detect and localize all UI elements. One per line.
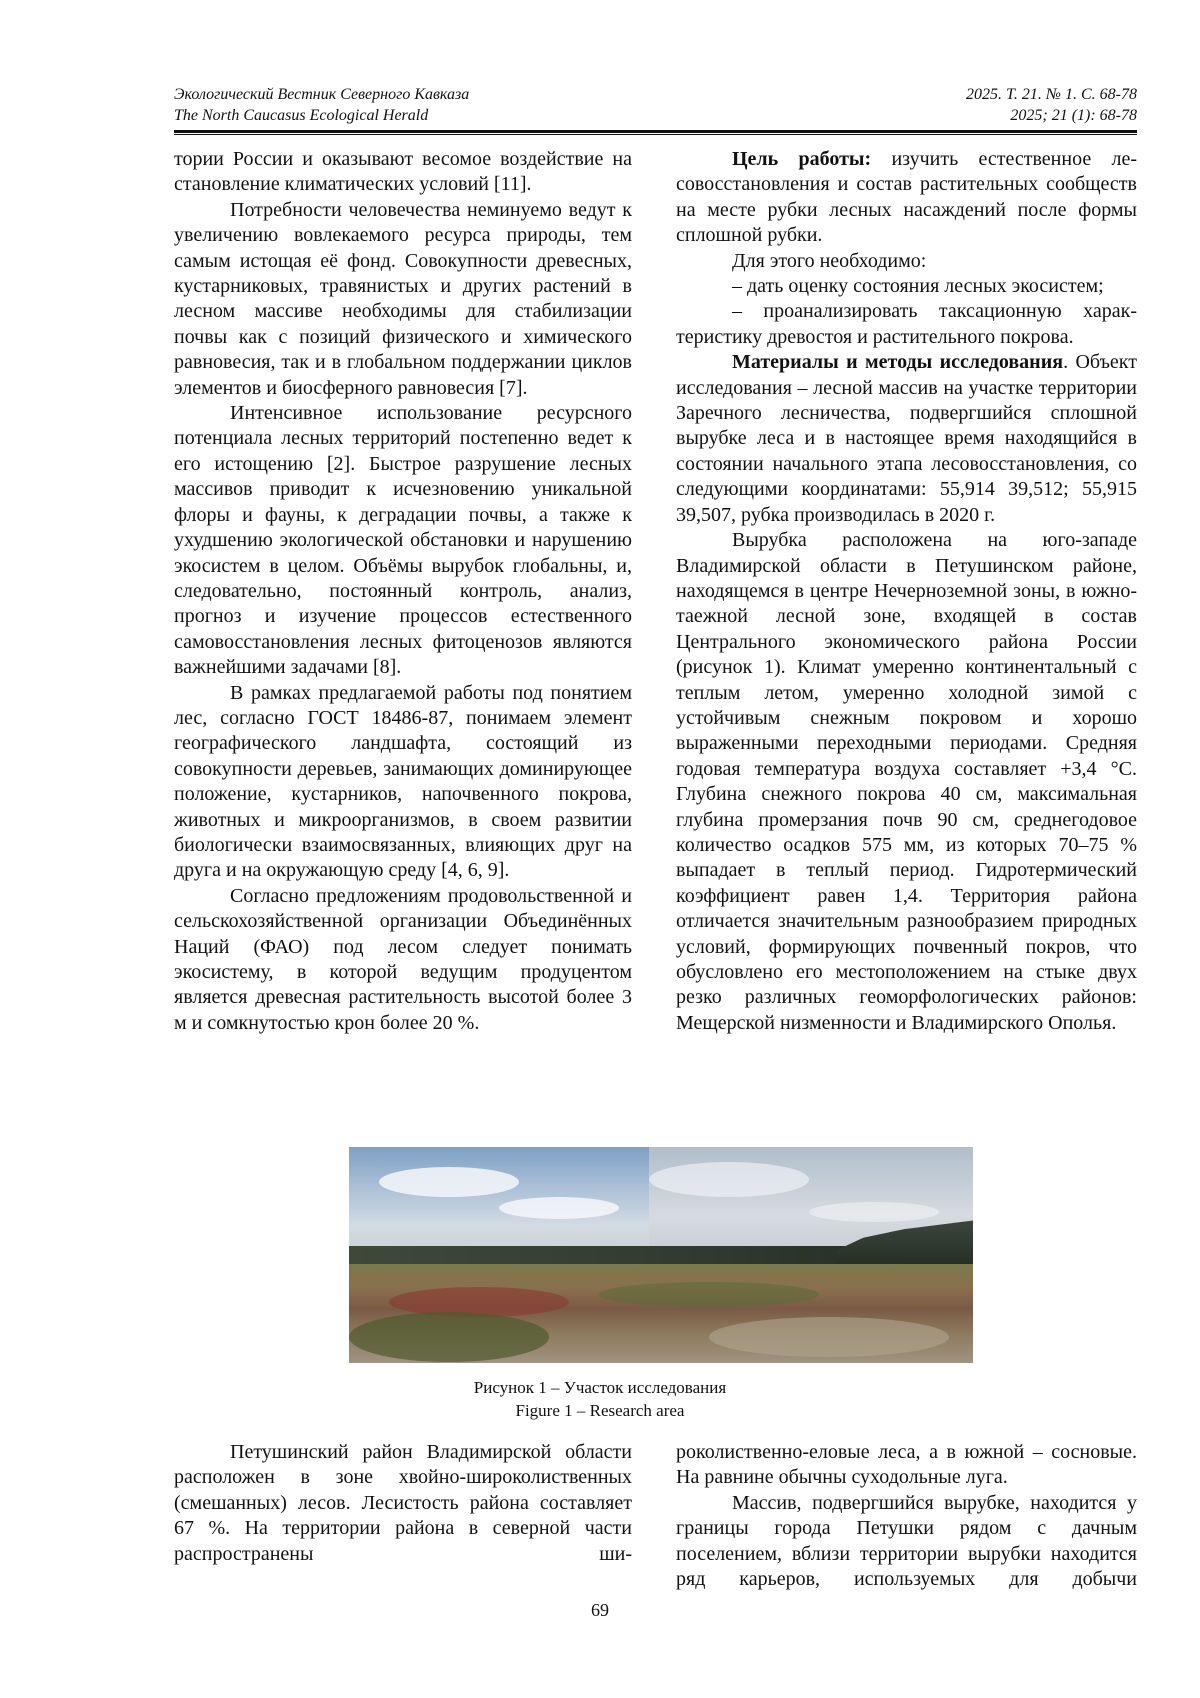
paragraph: тории России и оказывают весомое воздействие на становление климатических условий [11]. bbox=[174, 147, 632, 198]
paragraph: Интенсивное использование ресурсного потенциала лесных территорий постепенно ведет к его истощению [2]. Быстрое разрушение лесных массивов приводит к исчезновению уникальной флоры и фауны, к деградации почвы, а также к ухудшению экологической обстановки и нару­шению экосистем в целом. Объёмы вырубок гло­бальны, и, следовательно, постоянный контроль, анализ, прогноз и изучение процессов естествен­ного самовосстановления лесных фитоценозов являются важнейшими задачами [8]. bbox=[174, 401, 632, 680]
figure-caption-en: Figure 1 – Research area bbox=[0, 1399, 1200, 1422]
header-rule bbox=[174, 130, 1137, 133]
paragraph: Для этого необходимо: bbox=[676, 249, 1137, 274]
paragraph: В рамках предлагаемой работы под поня­тием лес, согласно ГОСТ 18486-87, понимаем элемент географического ландшафта, состоя­щий из совокупности деревьев, занимающих доминирующее положение, кустарников, напочвенного покрова, животных и микроорга­низмов, в своем развитии биологически взаи­мосвязанных, влияющих друг на друга и на окружающую среду [4, 6, 9]. bbox=[174, 681, 632, 884]
left-column bbox=[174, 147, 632, 1036]
journal-title-ru: Экологический Вестник Северного Кавказа bbox=[174, 84, 469, 105]
methods-label: Материалы и методы исследования bbox=[732, 351, 1063, 373]
methods-text: . Объект исследования – лесной массив на участке территории Заречного лесничества, подвергшийся сплошной вырубке леса и в настоящее время находящийся в состоянии начального этапа лесовосстановления, со сле­дующими координатами: 55,914 39,512; 55,915 39,507, рубка производилась в 2020 г. bbox=[676, 351, 1137, 525]
paragraph: Петушинский район Владимирской об­ласти расположен в зоне хвойно-широколиственных (смешанных) лесов. Леси­стость района составляет 67 %. На территории района в северной части распространены ши- bbox=[174, 1440, 632, 1567]
list-item: – дать оценку состояния лесных экоси­стем; bbox=[676, 274, 1137, 299]
citation-en: 2025; 21 (1): 68-78 bbox=[1010, 105, 1137, 126]
paragraph: Потребности человечества неминуемо ве­дут к увеличению вовлекаемого ресурса приро­ды, тем самым истощая её фонд. Совокупности древесных, кустарниковых, травянистых и дру­гих растений в лесном массиве необходимы для стабилизации почвы как с позиций физического и химического равновесия, так и в глобальном под­держании циклов элементов и биосферного рав­новесия [7]. bbox=[174, 198, 632, 401]
goal-label: Цель работы: bbox=[732, 148, 871, 170]
running-header bbox=[174, 84, 1137, 126]
citation-ru: 2025. Т. 21. № 1. С. 68-78 bbox=[966, 84, 1137, 105]
goal-text: изучить естественное ле­совосстановления и состав растительных сооб­ществ на месте рубки лесных насаждений после формы сплошной рубки. bbox=[676, 148, 1137, 246]
paragraph: Согласно предложениям продоволь­ственной и сельскохозяйственной организации Объединённых Наций (ФАО) под лесом следу­ет понимать экосистему, в которой ведущим продуцентом является древесная раститель­ность высотой более 3 м и сомкнутостью крон более 20 %. bbox=[174, 884, 632, 1036]
paragraph: роколиственно-еловые леса, а в южной – сос­новые. На равнине обычны суходольные луга. bbox=[676, 1440, 1137, 1491]
methods-paragraph bbox=[676, 350, 1137, 528]
right-column bbox=[676, 147, 1137, 1036]
bottom-left-column bbox=[174, 1440, 632, 1567]
journal-title-en: The North Caucasus Ecological Herald bbox=[174, 105, 428, 126]
list-item: – проанализировать таксационную харак­теристику древостоя и растительного покрова. bbox=[676, 299, 1137, 350]
page-number: 69 bbox=[0, 1600, 1200, 1621]
figure-photo bbox=[349, 1147, 973, 1363]
paragraph: Массив, подвергшийся вырубке, находит­ся у границы города Петушки рядом с дачным поселением, вблизи территории вырубки нахо­дится ряд карьеров, используемых для добычи bbox=[676, 1491, 1137, 1593]
goal-paragraph bbox=[676, 147, 1137, 249]
figure-caption-ru: Рисунок 1 – Участок исследования bbox=[0, 1376, 1200, 1399]
bottom-right-column bbox=[676, 1440, 1137, 1592]
header-rule-thin bbox=[174, 134, 1137, 135]
paragraph: Вырубка расположена на юго-западе Владимирской области в Петушинском районе, находящемся в центре Нечерноземной зоны, в южно-таежной лесной зоне, входящей в состав Центрального экономического района России (рисунок 1). Климат умеренно континенталь­ный с теплым летом, умеренно холодной зимой с устойчивым снежным покровом и хорошо выраженными переходными периодами. Сред­няя годовая температура воздуха составляет +3,4 °С. Глубина снежного покрова 40 см, мак­симальная глубина промерзания почв 90 см, среднегодовое количество осадков 575 мм, из которых 70–75 % выпадает в теплый период. Гидротермический коэффициент равен 1,4. Территория района отличается значительным разнообразием природных условий, формиру­ющих почвенный покров, что обусловлено его местоположением на стыке двух резко различ­ных геоморфологических районов: Мещерской низменности и Владимирского Ополья. bbox=[676, 528, 1137, 1036]
